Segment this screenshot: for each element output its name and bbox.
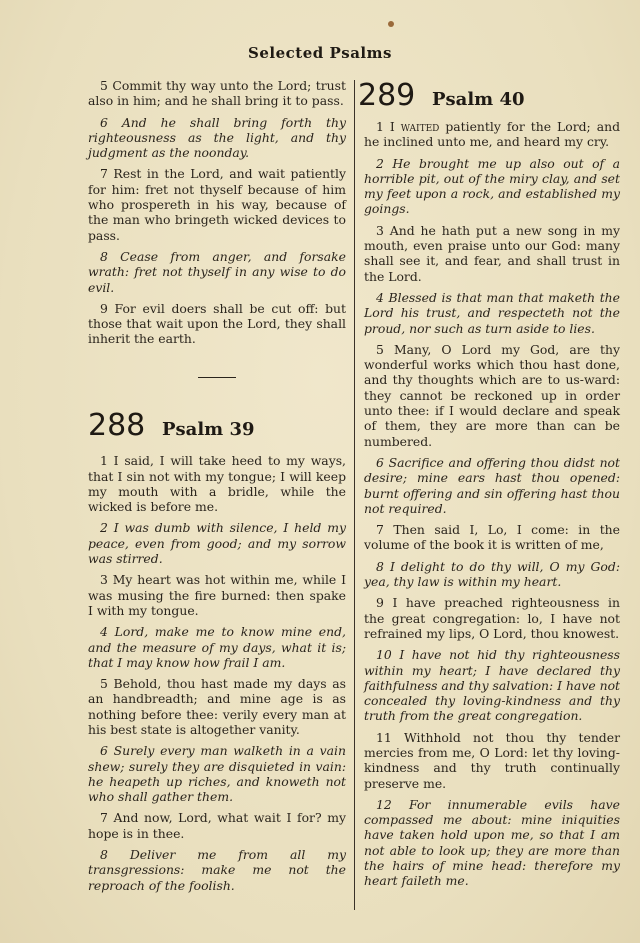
psalm-title: Psalm 39 <box>162 419 255 441</box>
ink-spot <box>388 21 394 27</box>
verse: 7 Then said I, Lo, I come: in the volume of the book it is written of me, <box>364 522 620 553</box>
verse: 6 And he shall bring forth thy righteousness as the light, and thy judgment as the noonday. <box>88 114 346 161</box>
verse: 8 Cease from anger, and forsake wrath: fret not thyself in any wise to do evil. <box>88 248 346 295</box>
verse-prefix: 1 I <box>376 119 401 134</box>
verse: 4 Blessed is that man that maketh the Lord his trust, and respecteth not the proud, nor such as turn aside to lies. <box>364 289 620 336</box>
verse-rest: patiently for the Lord; and he inclined unto me, and heard my cry. <box>364 119 620 150</box>
column-rule <box>354 80 355 910</box>
psalm-289 <box>358 78 621 889</box>
psalm-number: 289 <box>358 78 416 113</box>
left-column <box>88 78 346 899</box>
psalm-heading <box>358 78 620 113</box>
right-column <box>358 78 621 895</box>
verse-smallcaps-word: waited <box>400 119 440 134</box>
verse: 6 Sacrifice and offering thou didst not desire; mine ears hast thou opened: burnt offering and sin offering hast thou not required. <box>364 454 620 516</box>
psalm-title: Psalm 40 <box>432 89 525 110</box>
verse: 3 And he hath put a new song in my mouth, even praise unto our God: many shall see it, and fear, and shall trust in the Lord. <box>364 222 620 284</box>
verse: 5 Many, O Lord my God, are thy wonderful works which thou hast done, and thy thoughts which are to us-ward: they cannot be reckoned up in order unto thee: if I would declare and speak of them, they are more than can be numbered. <box>364 341 620 449</box>
section-divider <box>198 377 236 379</box>
verse: 1 I said, I will take heed to my ways, that I sin not with my tongue; I will keep my mouth with a bridle, while the wicked is before me. <box>88 453 346 515</box>
verse: 8 I delight to do thy will, O my God: yea, thy law is within my heart. <box>364 558 620 590</box>
continued-verses <box>88 78 346 347</box>
verse: 3 My heart was hot within me, while I was musing the fire burned: then spake I with my tongue. <box>88 572 346 618</box>
verse: 5 Commit thy way unto the Lord; trust also in him; and he shall bring it to pass. <box>88 78 346 109</box>
verse: 2 I was dumb with silence, I held my peace, even from good; and my sorrow was stirred. <box>88 520 346 567</box>
running-head: Selected Psalms <box>248 44 392 62</box>
psalm-heading <box>88 408 346 443</box>
verse: 4 Lord, make me to know mine end, and the measure of my days, what it is; that I may know how frail I am. <box>88 624 346 670</box>
verse: 10 I have not hid thy righteousness within my heart; I have declared thy faithfulness and thy salvation: I have not concealed thy loving-kindness and thy truth from the great congregation. <box>364 647 621 724</box>
verse: 2 He brought me up also out of a horrible pit, out of the miry clay, and set my feet upon a rock, and established my goings. <box>364 155 620 217</box>
verse: 9 I have preached righteousness in the great congregation: lo, I have not refrained my lips, O Lord, thou knowest. <box>364 595 620 641</box>
verse: 8 Deliver me from all my transgressions: make me not the reproach of the foolish. <box>88 847 346 893</box>
verse: 5 Behold, thou hast made my days as an handbreadth; and mine age is as nothing before thee: verily every man at his best state is altogether vanity. <box>88 676 346 737</box>
verse: 11 Withhold not thou thy tender mercies from me, O Lord: let thy loving-kindness and thy truth continually preserve me. <box>364 729 620 791</box>
verse <box>364 119 620 150</box>
verse: 9 For evil doers shall be cut off: but those that wait upon the Lord, they shall inherit the earth. <box>88 300 346 347</box>
verse: 7 And now, Lord, what wait I for? my hope is in thee. <box>88 810 346 841</box>
psalm-number: 288 <box>88 408 146 444</box>
verse: 7 Rest in the Lord, and wait patiently for him: fret not thyself because of him who prospereth in his way, because of the man who bringeth wicked devices to pass. <box>88 166 346 243</box>
verse: 12 For innumerable evils have compassed me about: mine iniquities have taken hold upon me, so that I am not able to look up; they are more than the hairs of mine head: therefore my heart faileth me. <box>364 796 620 889</box>
verse: 6 Surely every man walketh in a vain shew; surely they are disquieted in vain: he heapeth up riches, and knoweth not who shall gather them. <box>88 743 346 805</box>
psalm-288 <box>88 408 346 893</box>
